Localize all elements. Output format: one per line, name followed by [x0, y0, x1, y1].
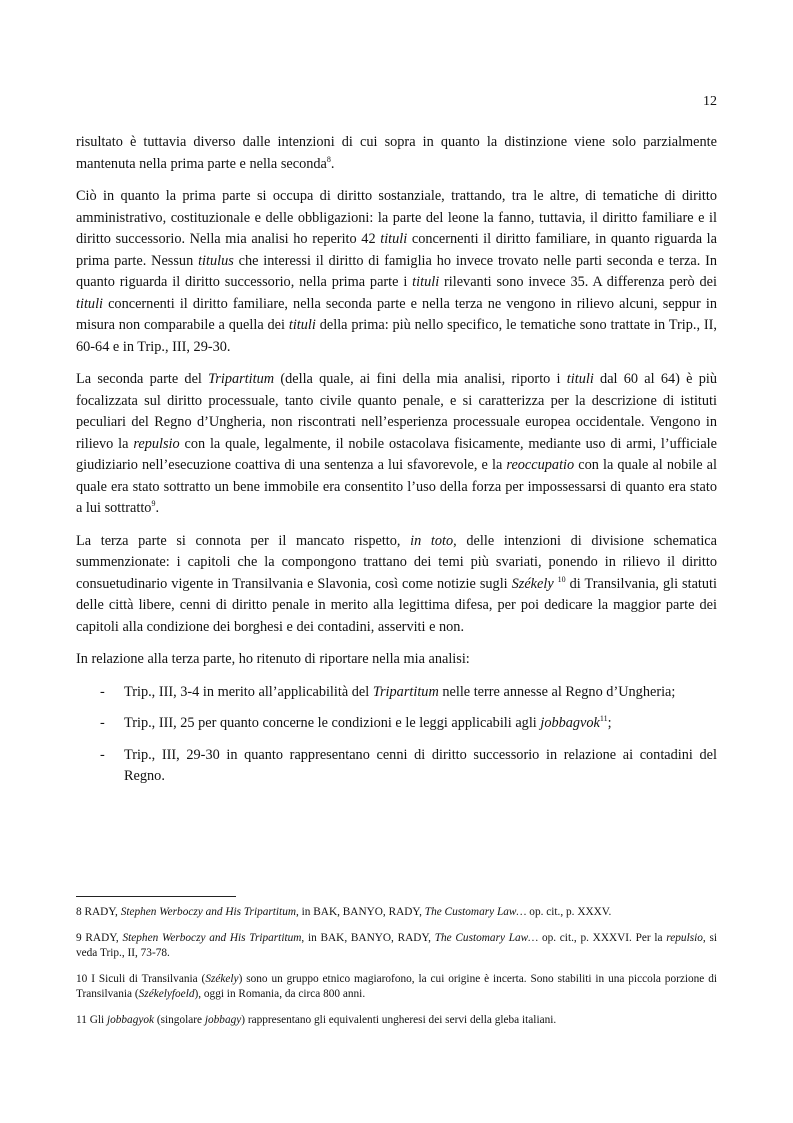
text-run: di Transilvania, gli statuti delle città libere, cenni di diritto penale in merito alla legittima difesa, per poi dedicare la maggior parte dei capitoli alla condizione dei borghesi e dei contadini, asserviti e non. — [76, 575, 717, 635]
list-bullet: - — [100, 715, 105, 731]
text-run: op. cit., p. XXXVI. Per la — [538, 931, 667, 944]
list-item — [76, 682, 717, 704]
text-run: rilevanti sono invece 35. A differenza però dei — [439, 274, 717, 290]
text-run: della prima: più nello specifico, le tematiche sono trattate in Trip., II, 60-64 e in Trip., III, 29-30. — [76, 317, 718, 355]
text-run: 8 RADY, — [76, 906, 121, 918]
text-run: Trip., III, 29-30 in quanto rappresentano cenni di diritto successorio in relazione ai contadini del Regno. — [124, 746, 717, 784]
text-run: ), oggi in Romania, da circa 800 anni. — [194, 988, 366, 1000]
inclusion-list — [76, 682, 717, 788]
italic-text: tituli — [76, 295, 104, 312]
footnote-ref: 11 — [599, 714, 608, 723]
text-run: In relazione alla terza parte, ho ritenuto di riportare nella mia analisi: — [76, 651, 470, 667]
italic-text: jobbagy — [204, 1013, 242, 1026]
italic-text: in toto — [410, 532, 454, 549]
footnote-ref: 9 — [151, 499, 156, 508]
footnote — [76, 931, 717, 962]
text-run: dal 60 al 64) è più focalizzata sul diritto processuale, tanto civile quanto penale, e si caratterizza per la descrizione di istituti peculiari del Regno d’Ungheria, non riscontrati nell’esperienza processuale europea occidentale. Vengono in rilievo la — [76, 371, 718, 452]
italic-text: jobbagyok — [106, 1013, 155, 1026]
text-run: 11 Gli — [76, 1013, 107, 1026]
italic-text: Tripartitum — [372, 683, 439, 700]
text-run: risultato è tuttavia diverso dalle intenzioni di cui sopra in quanto la distinzione viene solo parzialmente mantenuta nella prima parte e nella seconda — [76, 134, 717, 172]
italic-text: jobbagvok — [540, 715, 600, 731]
text-run: con la quale, legalmente, il nobile ostacolava fisicamente, mediante uso di armi, l’ufficiale giudiziario nell’esecuzione coattiva di una sentenza a lui sfavorevole, e la — [76, 435, 717, 473]
italic-text: repulsio — [666, 931, 703, 944]
text-run: La terza parte si connota per il mancato rispetto, — [76, 532, 411, 549]
text-run: , delle intenzioni di divisione schematica summenzionate: i capitoli che la compongono trattano dei temi più svariati, ponendo in rilievo il diritto consuetudinario vigente in Transilvania e Slavonia, così come notizie sugli — [76, 532, 718, 592]
text-run: Trip., III, 3-4 in merito all’applicabilità del — [124, 683, 373, 700]
text-run: Trip., III, 25 per quanto concerne le condizioni e le leggi applicabili agli — [124, 715, 541, 731]
footnote-separator — [76, 896, 236, 897]
text-run: ) rappresentano gli equivalenti ungheresi dei servi della gleba italiani. — [241, 1013, 557, 1026]
text-run: che interessi il diritto di famiglia ho invece trovato nelle parti seconda e terza. In quanto riguarda il diritto successorio, nella prima parte i — [76, 252, 717, 290]
text-run: . — [330, 155, 335, 172]
text-run: ; — [607, 715, 612, 731]
italic-text: tituli — [566, 371, 594, 387]
italic-text: Székely — [511, 575, 554, 592]
text-run: concernenti il diritto familiare, in quanto riguarda la prima parte. Nessun — [76, 231, 717, 269]
italic-text: The Customary Law… — [424, 906, 527, 918]
footnotes — [76, 905, 717, 1038]
footnote-ref: 8 — [326, 154, 331, 164]
italic-text: reoccupatio — [506, 457, 575, 473]
text-run: , in BAK, BANYO, RADY, — [301, 931, 435, 944]
italic-text: Székely — [205, 972, 239, 985]
italic-text: tituli — [380, 231, 408, 247]
italic-text: titulus — [198, 252, 234, 269]
list-item — [76, 745, 717, 788]
list-bullet: - — [100, 746, 105, 763]
paragraph — [76, 186, 717, 358]
text-run: La seconda parte del — [76, 371, 209, 387]
paragraph — [76, 132, 717, 175]
footnote-ref: 10 — [557, 574, 566, 584]
footnote — [76, 972, 717, 1003]
paragraph — [76, 649, 717, 671]
text-run: Ciò in quanto la prima parte si occupa di diritto sostanziale, trattando, tra le altre, di tematiche di diritto amministrativo, costituzionale e delle obbligazioni: la parte del leone la fanno, tuttavia, il diritto familiare e il diritto successorio. Nella mia analisi ho reperito 42 — [76, 188, 717, 247]
text-run: con la quale al nobile al quale era stato sottratto un bene immobile era consentito l’uso della forza per impossessarsi di quanto era stato a lui sottratto — [76, 457, 717, 516]
text-run: concernenti il diritto familiare, nella seconda parte e nella terza ne vengono in rilievo alcuni, seppur in misura non comparabile a quella dei — [76, 295, 717, 333]
italic-text: tituli — [412, 274, 440, 290]
list-bullet: - — [100, 683, 105, 700]
text-run: (della quale, ai fini della mia analisi, riporto i — [274, 371, 567, 387]
paragraph — [76, 369, 717, 520]
italic-text: repulsio — [133, 435, 180, 452]
italic-text: Stephen Werboczy and His Tripartitum — [120, 906, 296, 918]
italic-text: Székelyfoeld — [138, 988, 195, 1000]
footnote — [76, 1013, 717, 1029]
text-run: , in BAK, BANYO, RADY, — [296, 906, 425, 918]
text-run: op. cit., p. XXXV. — [526, 906, 612, 918]
text-run: , si veda Trip., II, 73-78. — [76, 931, 717, 959]
italic-text: The Customary Law… — [434, 931, 539, 944]
text-run: . — [155, 500, 160, 516]
text-run: 10 I Siculi di Transilvania ( — [76, 972, 206, 985]
text-run: nelle terre annesse al Regno d’Ungheria; — [438, 683, 676, 700]
footnote — [76, 905, 717, 921]
paragraph — [76, 531, 717, 639]
text-run: 9 RADY, — [76, 931, 123, 944]
body-text — [76, 132, 717, 798]
italic-text: Stephen Werboczy and His Tripartitum — [122, 931, 302, 944]
paragraphs — [76, 132, 717, 671]
italic-text: tituli — [288, 317, 316, 333]
text-run: ) sono un gruppo etnico magiarofono, la cui origine è incerta. Sono stabiliti in una piccola porzione di Transilvania ( — [76, 972, 717, 1000]
list-item — [76, 713, 717, 735]
italic-text: Tripartitum — [208, 371, 275, 387]
page-number: 12 — [703, 94, 717, 109]
text-run: (singolare — [154, 1013, 205, 1026]
